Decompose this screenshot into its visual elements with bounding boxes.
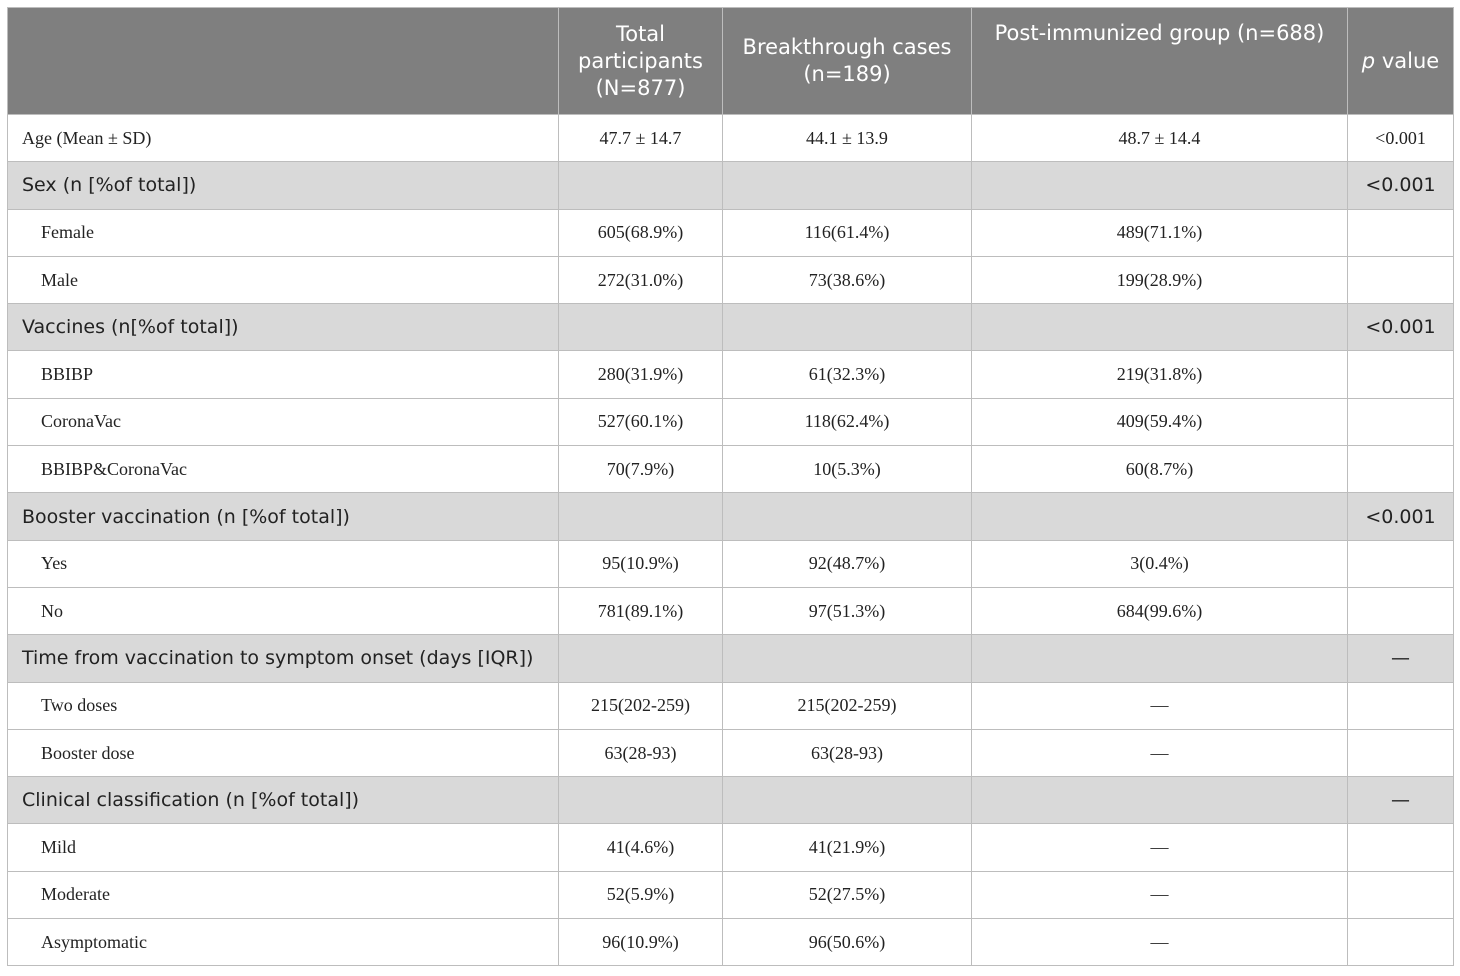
table-row	[8, 209, 1454, 256]
header-breakthrough-cases: Breakthrough cases (n=189)	[723, 8, 972, 115]
table-row	[8, 682, 1454, 729]
cell-p-value	[1348, 540, 1454, 587]
header-blank	[8, 8, 559, 115]
cell-breakthrough-cases: 10(5.3%)	[723, 446, 972, 493]
table-header	[8, 8, 1454, 115]
row-label: Clinical classification (n [%of total])	[8, 777, 559, 824]
cell-p-value	[1348, 587, 1454, 634]
row-label: CoronaVac	[8, 398, 559, 445]
cell-p-value	[1348, 919, 1454, 966]
cell-post-immunized: 409(59.4%)	[972, 398, 1348, 445]
cell-breakthrough-cases	[723, 493, 972, 540]
cell-total-participants: 63(28-93)	[559, 729, 723, 776]
cell-total-participants: 41(4.6%)	[559, 824, 723, 871]
cell-post-immunized: 3(0.4%)	[972, 540, 1348, 587]
cell-breakthrough-cases: 52(27.5%)	[723, 871, 972, 918]
section-row	[8, 304, 1454, 351]
row-label: Booster dose	[8, 729, 559, 776]
cell-p-value	[1348, 209, 1454, 256]
cell-total-participants: 96(10.9%)	[559, 919, 723, 966]
cell-breakthrough-cases	[723, 635, 972, 682]
cell-breakthrough-cases: 41(21.9%)	[723, 824, 972, 871]
table-row	[8, 824, 1454, 871]
cell-post-immunized: —	[972, 682, 1348, 729]
cell-breakthrough-cases: 61(32.3%)	[723, 351, 972, 398]
cell-breakthrough-cases: 44.1 ± 13.9	[723, 115, 972, 162]
cell-p-value: —	[1348, 635, 1454, 682]
cell-breakthrough-cases: 92(48.7%)	[723, 540, 972, 587]
cell-total-participants	[559, 162, 723, 209]
table-row	[8, 446, 1454, 493]
cell-post-immunized: 199(28.9%)	[972, 256, 1348, 303]
row-label: Sex (n [%of total])	[8, 162, 559, 209]
cell-total-participants: 527(60.1%)	[559, 398, 723, 445]
cell-post-immunized	[972, 304, 1348, 351]
section-row	[8, 162, 1454, 209]
cell-total-participants	[559, 635, 723, 682]
cell-post-immunized: 48.7 ± 14.4	[972, 115, 1348, 162]
table-row	[8, 540, 1454, 587]
cell-breakthrough-cases: 73(38.6%)	[723, 256, 972, 303]
cell-p-value	[1348, 682, 1454, 729]
cell-p-value	[1348, 824, 1454, 871]
cell-p-value	[1348, 398, 1454, 445]
cell-post-immunized: 219(31.8%)	[972, 351, 1348, 398]
demographics-table	[7, 7, 1454, 966]
cell-post-immunized: —	[972, 871, 1348, 918]
cell-post-immunized: —	[972, 729, 1348, 776]
cell-breakthrough-cases: 118(62.4%)	[723, 398, 972, 445]
table-row	[8, 351, 1454, 398]
cell-post-immunized: 60(8.7%)	[972, 446, 1348, 493]
cell-breakthrough-cases: 96(50.6%)	[723, 919, 972, 966]
cell-p-value	[1348, 351, 1454, 398]
row-label: BBIBP	[8, 351, 559, 398]
row-label: Asymptomatic	[8, 919, 559, 966]
cell-breakthrough-cases	[723, 304, 972, 351]
row-label: Female	[8, 209, 559, 256]
cell-post-immunized	[972, 162, 1348, 209]
cell-p-value	[1348, 871, 1454, 918]
cell-total-participants	[559, 493, 723, 540]
row-label: Moderate	[8, 871, 559, 918]
cell-p-value	[1348, 446, 1454, 493]
table-body	[8, 115, 1454, 966]
cell-p-value: <0.001	[1348, 162, 1454, 209]
table-row	[8, 871, 1454, 918]
cell-post-immunized: 489(71.1%)	[972, 209, 1348, 256]
cell-post-immunized	[972, 777, 1348, 824]
cell-total-participants: 215(202-259)	[559, 682, 723, 729]
header-post-immunized-group: Post-immunized group (n=688)	[972, 8, 1348, 115]
cell-p-value: <0.001	[1348, 493, 1454, 540]
cell-p-value: <0.001	[1348, 115, 1454, 162]
cell-p-value	[1348, 729, 1454, 776]
section-row	[8, 777, 1454, 824]
cell-breakthrough-cases: 116(61.4%)	[723, 209, 972, 256]
cell-breakthrough-cases: 215(202-259)	[723, 682, 972, 729]
cell-p-value	[1348, 256, 1454, 303]
section-row	[8, 493, 1454, 540]
cell-post-immunized	[972, 493, 1348, 540]
row-label: No	[8, 587, 559, 634]
cell-breakthrough-cases: 97(51.3%)	[723, 587, 972, 634]
cell-p-value: —	[1348, 777, 1454, 824]
cell-total-participants: 272(31.0%)	[559, 256, 723, 303]
cell-post-immunized: —	[972, 919, 1348, 966]
row-label: Time from vaccination to symptom onset (days [IQR])	[8, 635, 559, 682]
cell-total-participants: 47.7 ± 14.7	[559, 115, 723, 162]
cell-total-participants	[559, 777, 723, 824]
row-label: Booster vaccination (n [%of total])	[8, 493, 559, 540]
table-row	[8, 729, 1454, 776]
cell-total-participants: 781(89.1%)	[559, 587, 723, 634]
cell-total-participants: 605(68.9%)	[559, 209, 723, 256]
cell-breakthrough-cases	[723, 777, 972, 824]
table-row	[8, 115, 1454, 162]
header-total-participants: Total participants (N=877)	[559, 8, 723, 115]
row-label: Male	[8, 256, 559, 303]
row-label: Yes	[8, 540, 559, 587]
row-label: BBIBP&CoronaVac	[8, 446, 559, 493]
cell-post-immunized	[972, 635, 1348, 682]
section-row	[8, 635, 1454, 682]
cell-post-immunized: 684(99.6%)	[972, 587, 1348, 634]
header-p-value: p value	[1348, 8, 1454, 115]
row-label: Mild	[8, 824, 559, 871]
row-label: Two doses	[8, 682, 559, 729]
cell-breakthrough-cases	[723, 162, 972, 209]
table-row	[8, 919, 1454, 966]
cell-post-immunized: —	[972, 824, 1348, 871]
cell-total-participants: 95(10.9%)	[559, 540, 723, 587]
cell-total-participants: 52(5.9%)	[559, 871, 723, 918]
cell-total-participants: 70(7.9%)	[559, 446, 723, 493]
table-row	[8, 587, 1454, 634]
cell-total-participants: 280(31.9%)	[559, 351, 723, 398]
table-row	[8, 398, 1454, 445]
row-label: Age (Mean ± SD)	[8, 115, 559, 162]
table-row	[8, 256, 1454, 303]
cell-p-value: <0.001	[1348, 304, 1454, 351]
cell-breakthrough-cases: 63(28-93)	[723, 729, 972, 776]
row-label: Vaccines (n[%of total])	[8, 304, 559, 351]
cell-total-participants	[559, 304, 723, 351]
